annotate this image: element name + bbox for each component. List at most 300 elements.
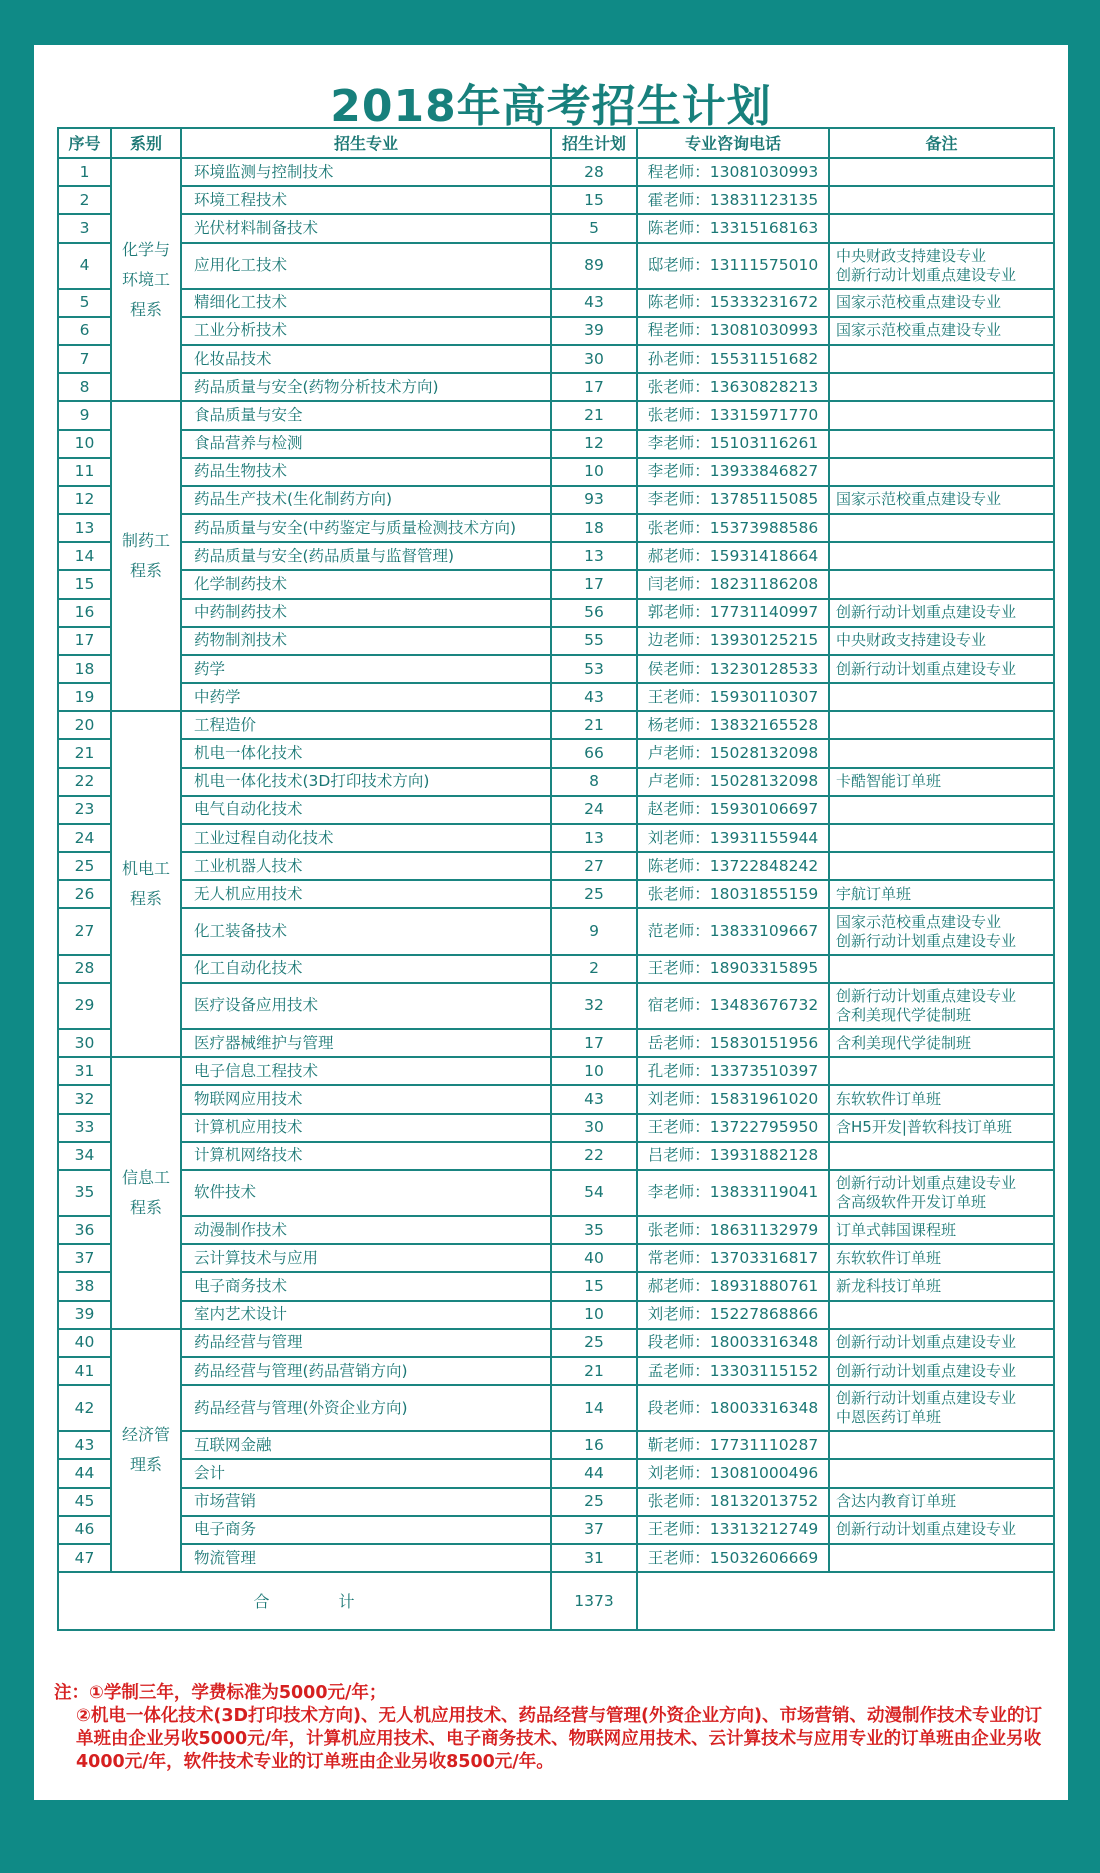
plan-count: 5 bbox=[551, 214, 637, 242]
department-name: 制药工程系 bbox=[111, 401, 181, 711]
remark bbox=[829, 214, 1054, 242]
contact-phone: 刘老师：15227868866 bbox=[637, 1301, 829, 1329]
plan-count: 10 bbox=[551, 458, 637, 486]
header-phone: 专业咨询电话 bbox=[637, 128, 829, 158]
remark: 新龙科技订单班 bbox=[829, 1272, 1054, 1300]
table-row bbox=[58, 1544, 1054, 1572]
row-number: 36 bbox=[58, 1216, 111, 1244]
major-name: 动漫制作技术 bbox=[181, 1216, 551, 1244]
contact-phone: 卢老师：15028132098 bbox=[637, 739, 829, 767]
row-number: 41 bbox=[58, 1357, 111, 1385]
remark: 创新行动计划重点建设专业 bbox=[829, 1357, 1054, 1385]
contact-phone: 常老师：13703316817 bbox=[637, 1244, 829, 1272]
major-name: 药品经营与管理(药品营销方向) bbox=[181, 1357, 551, 1385]
contact-phone: 刘老师：13081000496 bbox=[637, 1459, 829, 1487]
remark: 中央财政支持建设专业 bbox=[829, 627, 1054, 655]
plan-count: 89 bbox=[551, 243, 637, 289]
major-name: 环境工程技术 bbox=[181, 186, 551, 214]
row-number: 37 bbox=[58, 1244, 111, 1272]
department-name: 化学与环境工程系 bbox=[111, 158, 181, 401]
contact-phone: 霍老师：13831123135 bbox=[637, 186, 829, 214]
row-number: 44 bbox=[58, 1459, 111, 1487]
plan-count: 43 bbox=[551, 1085, 637, 1113]
contact-phone: 李老师：13933846827 bbox=[637, 458, 829, 486]
major-name: 药学 bbox=[181, 655, 551, 683]
plan-count: 25 bbox=[551, 880, 637, 908]
major-name: 药品质量与安全(中药鉴定与质量检测技术方向) bbox=[181, 514, 551, 542]
note-line-1: 注：①学制三年，学费标准为5000元/年； bbox=[54, 1683, 387, 1703]
table-row bbox=[58, 1357, 1054, 1385]
remark bbox=[829, 514, 1054, 542]
row-number: 13 bbox=[58, 514, 111, 542]
table-row bbox=[58, 1142, 1054, 1170]
major-name: 药品经营与管理(外资企业方向) bbox=[181, 1385, 551, 1431]
remark: 东软软件订单班 bbox=[829, 1085, 1054, 1113]
contact-phone: 陈老师：13722848242 bbox=[637, 852, 829, 880]
table-row bbox=[58, 599, 1054, 627]
row-number: 14 bbox=[58, 542, 111, 570]
row-number: 22 bbox=[58, 768, 111, 796]
contact-phone: 邸老师：13111575010 bbox=[637, 243, 829, 289]
major-name: 互联网金融 bbox=[181, 1431, 551, 1459]
major-name: 电气自动化技术 bbox=[181, 796, 551, 824]
table-row bbox=[58, 542, 1054, 570]
major-name: 机电一体化技术(3D打印技术方向) bbox=[181, 768, 551, 796]
major-name: 药品质量与安全(药品质量与监督管理) bbox=[181, 542, 551, 570]
plan-count: 43 bbox=[551, 289, 637, 317]
header-row bbox=[58, 128, 1054, 158]
row-number: 35 bbox=[58, 1170, 111, 1216]
plan-count: 17 bbox=[551, 373, 637, 401]
row-number: 21 bbox=[58, 739, 111, 767]
enrollment-table bbox=[57, 127, 1055, 1631]
row-number: 10 bbox=[58, 430, 111, 458]
contact-phone: 闫老师：18231186208 bbox=[637, 570, 829, 598]
table-row bbox=[58, 430, 1054, 458]
plan-count: 10 bbox=[551, 1057, 637, 1085]
major-name: 化学制药技术 bbox=[181, 570, 551, 598]
contact-phone: 王老师：15032606669 bbox=[637, 1544, 829, 1572]
row-number: 46 bbox=[58, 1516, 111, 1544]
plan-count: 15 bbox=[551, 1272, 637, 1300]
table-row bbox=[58, 908, 1054, 954]
header-no: 序号 bbox=[58, 128, 111, 158]
remark: 创新行动计划重点建设专业 含利美现代学徒制班 bbox=[829, 983, 1054, 1029]
row-number: 12 bbox=[58, 486, 111, 514]
row-number: 30 bbox=[58, 1029, 111, 1057]
plan-count: 66 bbox=[551, 739, 637, 767]
row-number: 34 bbox=[58, 1142, 111, 1170]
table-row bbox=[58, 824, 1054, 852]
row-number: 25 bbox=[58, 852, 111, 880]
remark bbox=[829, 158, 1054, 186]
table-row bbox=[58, 1385, 1054, 1431]
row-number: 39 bbox=[58, 1301, 111, 1329]
row-number: 28 bbox=[58, 955, 111, 983]
major-name: 中药制药技术 bbox=[181, 599, 551, 627]
plan-count: 30 bbox=[551, 1114, 637, 1142]
remark: 东软软件订单班 bbox=[829, 1244, 1054, 1272]
major-name: 工业分析技术 bbox=[181, 317, 551, 345]
header-note: 备注 bbox=[829, 128, 1054, 158]
major-name: 机电一体化技术 bbox=[181, 739, 551, 767]
row-number: 29 bbox=[58, 983, 111, 1029]
remark bbox=[829, 401, 1054, 429]
plan-count: 55 bbox=[551, 627, 637, 655]
remark: 宇航订单班 bbox=[829, 880, 1054, 908]
contact-phone: 李老师：15103116261 bbox=[637, 430, 829, 458]
table-row bbox=[58, 711, 1054, 739]
contact-phone: 郭老师：17731140997 bbox=[637, 599, 829, 627]
remark: 国家示范校重点建设专业 bbox=[829, 317, 1054, 345]
table-row bbox=[58, 373, 1054, 401]
major-name: 食品营养与检测 bbox=[181, 430, 551, 458]
plan-count: 12 bbox=[551, 430, 637, 458]
contact-phone: 王老师：13722795950 bbox=[637, 1114, 829, 1142]
remark bbox=[829, 186, 1054, 214]
major-name: 工程造价 bbox=[181, 711, 551, 739]
row-number: 40 bbox=[58, 1329, 111, 1357]
contact-phone: 吕老师：13931882128 bbox=[637, 1142, 829, 1170]
contact-phone: 张老师：13315971770 bbox=[637, 401, 829, 429]
major-name: 化工自动化技术 bbox=[181, 955, 551, 983]
plan-count: 32 bbox=[551, 983, 637, 1029]
plan-count: 22 bbox=[551, 1142, 637, 1170]
table-row bbox=[58, 158, 1054, 186]
major-name: 食品质量与安全 bbox=[181, 401, 551, 429]
remark: 含达内教育订单班 bbox=[829, 1488, 1054, 1516]
major-name: 医疗设备应用技术 bbox=[181, 983, 551, 1029]
plan-count: 16 bbox=[551, 1431, 637, 1459]
table-row bbox=[58, 243, 1054, 289]
contact-phone: 范老师：13833109667 bbox=[637, 908, 829, 954]
footnotes bbox=[54, 1682, 1054, 1774]
plan-count: 10 bbox=[551, 1301, 637, 1329]
major-name: 环境监测与控制技术 bbox=[181, 158, 551, 186]
table-row bbox=[58, 1329, 1054, 1357]
department-name: 机电工程系 bbox=[111, 711, 181, 1057]
table-row bbox=[58, 345, 1054, 373]
remark: 创新行动计划重点建设专业 bbox=[829, 599, 1054, 627]
major-name: 医疗器械维护与管理 bbox=[181, 1029, 551, 1057]
remark bbox=[829, 739, 1054, 767]
plan-count: 25 bbox=[551, 1329, 637, 1357]
table-row bbox=[58, 514, 1054, 542]
table-row bbox=[58, 401, 1054, 429]
plan-count: 8 bbox=[551, 768, 637, 796]
remark bbox=[829, 711, 1054, 739]
row-number: 5 bbox=[58, 289, 111, 317]
major-name: 工业过程自动化技术 bbox=[181, 824, 551, 852]
major-name: 会计 bbox=[181, 1459, 551, 1487]
major-name: 室内艺术设计 bbox=[181, 1301, 551, 1329]
remark: 中央财政支持建设专业 创新行动计划重点建设专业 bbox=[829, 243, 1054, 289]
major-name: 化妆品技术 bbox=[181, 345, 551, 373]
remark: 国家示范校重点建设专业 bbox=[829, 289, 1054, 317]
row-number: 17 bbox=[58, 627, 111, 655]
contact-phone: 刘老师：13931155944 bbox=[637, 824, 829, 852]
major-name: 药品生物技术 bbox=[181, 458, 551, 486]
row-number: 6 bbox=[58, 317, 111, 345]
plan-count: 30 bbox=[551, 345, 637, 373]
remark bbox=[829, 852, 1054, 880]
major-name: 电子商务 bbox=[181, 1516, 551, 1544]
plan-count: 37 bbox=[551, 1516, 637, 1544]
table-row bbox=[58, 1029, 1054, 1057]
major-name: 光伏材料制备技术 bbox=[181, 214, 551, 242]
department-name: 经济管理系 bbox=[111, 1329, 181, 1572]
table-row bbox=[58, 214, 1054, 242]
row-number: 16 bbox=[58, 599, 111, 627]
plan-count: 54 bbox=[551, 1170, 637, 1216]
contact-phone: 岳老师：15830151956 bbox=[637, 1029, 829, 1057]
remark: 卡酷智能订单班 bbox=[829, 768, 1054, 796]
row-number: 42 bbox=[58, 1385, 111, 1431]
row-number: 33 bbox=[58, 1114, 111, 1142]
remark bbox=[829, 345, 1054, 373]
contact-phone: 侯老师：13230128533 bbox=[637, 655, 829, 683]
contact-phone: 张老师：13630828213 bbox=[637, 373, 829, 401]
table-row bbox=[58, 1488, 1054, 1516]
header-major: 招生专业 bbox=[181, 128, 551, 158]
remark bbox=[829, 1431, 1054, 1459]
contact-phone: 卢老师：15028132098 bbox=[637, 768, 829, 796]
contact-phone: 张老师：18132013752 bbox=[637, 1488, 829, 1516]
row-number: 26 bbox=[58, 880, 111, 908]
major-name: 药品生产技术(生化制药方向) bbox=[181, 486, 551, 514]
major-name: 精细化工技术 bbox=[181, 289, 551, 317]
remark: 订单式韩国课程班 bbox=[829, 1216, 1054, 1244]
total-row bbox=[58, 1572, 1054, 1630]
row-number: 7 bbox=[58, 345, 111, 373]
contact-phone: 段老师：18003316348 bbox=[637, 1385, 829, 1431]
remark bbox=[829, 1142, 1054, 1170]
contact-phone: 边老师：13930125215 bbox=[637, 627, 829, 655]
plan-count: 31 bbox=[551, 1544, 637, 1572]
major-name: 应用化工技术 bbox=[181, 243, 551, 289]
plan-count: 15 bbox=[551, 186, 637, 214]
remark bbox=[829, 1544, 1054, 1572]
row-number: 2 bbox=[58, 186, 111, 214]
remark: 创新行动计划重点建设专业 含高级软件开发订单班 bbox=[829, 1170, 1054, 1216]
major-name: 化工装备技术 bbox=[181, 908, 551, 954]
total-value: 1373 bbox=[551, 1572, 637, 1630]
table-row bbox=[58, 289, 1054, 317]
table-row bbox=[58, 739, 1054, 767]
table-body bbox=[58, 158, 1054, 1630]
contact-phone: 段老师：18003316348 bbox=[637, 1329, 829, 1357]
row-number: 15 bbox=[58, 570, 111, 598]
contact-phone: 程老师：13081030993 bbox=[637, 317, 829, 345]
table-row bbox=[58, 955, 1054, 983]
contact-phone: 杨老师：13832165528 bbox=[637, 711, 829, 739]
remark: 国家示范校重点建设专业 创新行动计划重点建设专业 bbox=[829, 908, 1054, 954]
row-number: 45 bbox=[58, 1488, 111, 1516]
contact-phone: 郝老师：18931880761 bbox=[637, 1272, 829, 1300]
total-empty bbox=[637, 1572, 1054, 1630]
remark: 创新行动计划重点建设专业 bbox=[829, 1516, 1054, 1544]
row-number: 38 bbox=[58, 1272, 111, 1300]
plan-count: 53 bbox=[551, 655, 637, 683]
page-title: 2018年高考招生计划 bbox=[330, 81, 772, 132]
row-number: 4 bbox=[58, 243, 111, 289]
major-name: 药品经营与管理 bbox=[181, 1329, 551, 1357]
major-name: 无人机应用技术 bbox=[181, 880, 551, 908]
row-number: 19 bbox=[58, 683, 111, 711]
table-row bbox=[58, 1272, 1054, 1300]
major-name: 物流管理 bbox=[181, 1544, 551, 1572]
table-row bbox=[58, 852, 1054, 880]
contact-phone: 宿老师：13483676732 bbox=[637, 983, 829, 1029]
contact-phone: 王老师：15930110307 bbox=[637, 683, 829, 711]
table-row bbox=[58, 1301, 1054, 1329]
plan-count: 39 bbox=[551, 317, 637, 345]
row-number: 27 bbox=[58, 908, 111, 954]
table-row bbox=[58, 1170, 1054, 1216]
remark bbox=[829, 1459, 1054, 1487]
plan-count: 35 bbox=[551, 1216, 637, 1244]
row-number: 18 bbox=[58, 655, 111, 683]
table-row bbox=[58, 1244, 1054, 1272]
plan-count: 93 bbox=[551, 486, 637, 514]
plan-count: 13 bbox=[551, 824, 637, 852]
remark: 创新行动计划重点建设专业 bbox=[829, 655, 1054, 683]
table-row bbox=[58, 570, 1054, 598]
table-row bbox=[58, 1459, 1054, 1487]
major-name: 软件技术 bbox=[181, 1170, 551, 1216]
remark bbox=[829, 1057, 1054, 1085]
major-name: 计算机网络技术 bbox=[181, 1142, 551, 1170]
plan-count: 24 bbox=[551, 796, 637, 824]
department-name: 信息工程系 bbox=[111, 1057, 181, 1329]
plan-count: 9 bbox=[551, 908, 637, 954]
table-row bbox=[58, 983, 1054, 1029]
contact-phone: 孔老师：13373510397 bbox=[637, 1057, 829, 1085]
table-row bbox=[58, 1057, 1054, 1085]
remark bbox=[829, 458, 1054, 486]
row-number: 8 bbox=[58, 373, 111, 401]
table-row bbox=[58, 1085, 1054, 1113]
contact-phone: 王老师：13313212749 bbox=[637, 1516, 829, 1544]
table-row bbox=[58, 486, 1054, 514]
row-number: 43 bbox=[58, 1431, 111, 1459]
plan-count: 40 bbox=[551, 1244, 637, 1272]
contact-phone: 王老师：18903315895 bbox=[637, 955, 829, 983]
plan-count: 14 bbox=[551, 1385, 637, 1431]
plan-count: 2 bbox=[551, 955, 637, 983]
remark bbox=[829, 570, 1054, 598]
remark bbox=[829, 683, 1054, 711]
remark: 含利美现代学徒制班 bbox=[829, 1029, 1054, 1057]
row-number: 24 bbox=[58, 824, 111, 852]
contact-phone: 张老师：15373988586 bbox=[637, 514, 829, 542]
plan-count: 18 bbox=[551, 514, 637, 542]
remark bbox=[829, 796, 1054, 824]
row-number: 1 bbox=[58, 158, 111, 186]
contact-phone: 赵老师：15930106697 bbox=[637, 796, 829, 824]
header-department: 系别 bbox=[111, 128, 181, 158]
plan-sheet bbox=[34, 45, 1068, 1800]
contact-phone: 孟老师：13303115152 bbox=[637, 1357, 829, 1385]
plan-count: 21 bbox=[551, 401, 637, 429]
row-number: 11 bbox=[58, 458, 111, 486]
header-plan: 招生计划 bbox=[551, 128, 637, 158]
plan-count: 17 bbox=[551, 570, 637, 598]
row-number: 23 bbox=[58, 796, 111, 824]
note-line-2: ②机电一体化技术(3D打印技术方向)、无人机应用技术、药品经营与管理(外资企业方向)、市场营销、动漫制作技术专业的订单班由企业另收5000元/年，计算机应用技术、电子商务技术、物联网应用技术、云计算技术与应用专业的订单班由企业另收4000元/年，软件技术专业的订单班由企业另收8500元/年。 bbox=[76, 1706, 1043, 1772]
table-row bbox=[58, 627, 1054, 655]
row-number: 31 bbox=[58, 1057, 111, 1085]
remark bbox=[829, 824, 1054, 852]
table-row bbox=[58, 1431, 1054, 1459]
table-row bbox=[58, 186, 1054, 214]
major-name: 工业机器人技术 bbox=[181, 852, 551, 880]
major-name: 云计算技术与应用 bbox=[181, 1244, 551, 1272]
contact-phone: 张老师：18031855159 bbox=[637, 880, 829, 908]
contact-phone: 陈老师：13315168163 bbox=[637, 214, 829, 242]
table-row bbox=[58, 317, 1054, 345]
table-row bbox=[58, 1216, 1054, 1244]
total-label: 合 计 bbox=[58, 1572, 551, 1630]
plan-count: 13 bbox=[551, 542, 637, 570]
major-name: 电子商务技术 bbox=[181, 1272, 551, 1300]
contact-phone: 靳老师：17731110287 bbox=[637, 1431, 829, 1459]
contact-phone: 程老师：13081030993 bbox=[637, 158, 829, 186]
remark bbox=[829, 542, 1054, 570]
major-name: 中药学 bbox=[181, 683, 551, 711]
remark: 国家示范校重点建设专业 bbox=[829, 486, 1054, 514]
remark: 含H5开发|普软科技订单班 bbox=[829, 1114, 1054, 1142]
contact-phone: 陈老师：15333231672 bbox=[637, 289, 829, 317]
row-number: 20 bbox=[58, 711, 111, 739]
row-number: 32 bbox=[58, 1085, 111, 1113]
major-name: 电子信息工程技术 bbox=[181, 1057, 551, 1085]
contact-phone: 李老师：13833119041 bbox=[637, 1170, 829, 1216]
plan-count: 43 bbox=[551, 683, 637, 711]
table-row bbox=[58, 1516, 1054, 1544]
row-number: 9 bbox=[58, 401, 111, 429]
remark bbox=[829, 373, 1054, 401]
plan-count: 21 bbox=[551, 1357, 637, 1385]
contact-phone: 郝老师：15931418664 bbox=[637, 542, 829, 570]
plan-count: 28 bbox=[551, 158, 637, 186]
plan-count: 21 bbox=[551, 711, 637, 739]
plan-count: 25 bbox=[551, 1488, 637, 1516]
contact-phone: 孙老师：15531151682 bbox=[637, 345, 829, 373]
table-row bbox=[58, 796, 1054, 824]
remark: 创新行动计划重点建设专业 中恩医药订单班 bbox=[829, 1385, 1054, 1431]
table-row bbox=[58, 655, 1054, 683]
table-row bbox=[58, 458, 1054, 486]
table-row bbox=[58, 768, 1054, 796]
contact-phone: 张老师：18631132979 bbox=[637, 1216, 829, 1244]
remark bbox=[829, 955, 1054, 983]
plan-count: 17 bbox=[551, 1029, 637, 1057]
major-name: 物联网应用技术 bbox=[181, 1085, 551, 1113]
contact-phone: 刘老师：15831961020 bbox=[637, 1085, 829, 1113]
table-row bbox=[58, 1114, 1054, 1142]
major-name: 药品质量与安全(药物分析技术方向) bbox=[181, 373, 551, 401]
plan-count: 44 bbox=[551, 1459, 637, 1487]
major-name: 计算机应用技术 bbox=[181, 1114, 551, 1142]
plan-count: 27 bbox=[551, 852, 637, 880]
remark bbox=[829, 430, 1054, 458]
major-name: 市场营销 bbox=[181, 1488, 551, 1516]
remark bbox=[829, 1301, 1054, 1329]
row-number: 3 bbox=[58, 214, 111, 242]
major-name: 药物制剂技术 bbox=[181, 627, 551, 655]
remark: 创新行动计划重点建设专业 bbox=[829, 1329, 1054, 1357]
